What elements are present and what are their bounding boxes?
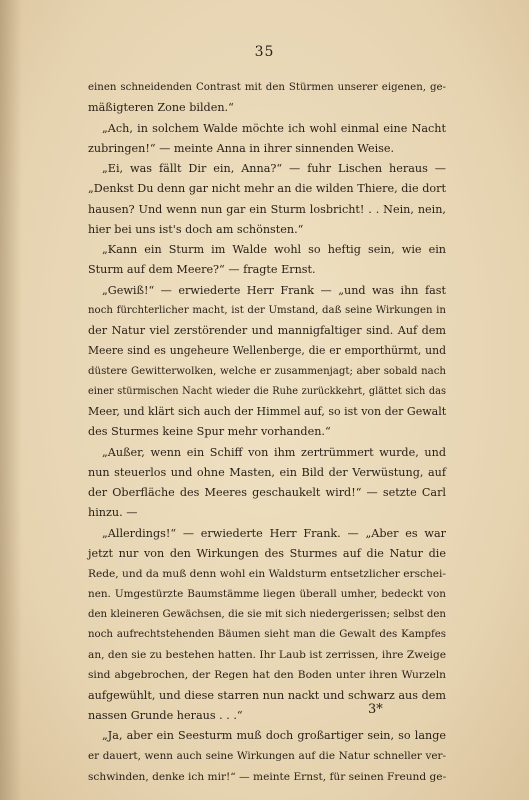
text-line: an, den sie zu bestehen hatten. Ihr Laub ist zerrissen, ihre Zweige	[88, 649, 446, 661]
text-line: noch aufrechtstehenden Bäumen sieht man die Gewalt des Kampfes	[88, 628, 446, 640]
text-line: „Allerdings!“ — erwiederte Herr Frank. — „Aber es war	[102, 526, 446, 540]
text-line: Meere sind es ungeheure Wellenberge, die er emporthürmt, und	[88, 344, 446, 358]
text-line: „Ei, was fällt Dir ein, Anna?“ — fuhr Lischen heraus —	[102, 162, 446, 175]
text-line: noch fürchterlicher macht, ist der Umstand, daß seine Wirkungen in	[88, 304, 446, 316]
text-line: der Natur viel zerstörender und mannigfaltiger sind. Auf dem	[88, 324, 446, 337]
text-line: einer stürmischen Nacht wieder die Ruhe zurückkehrt, glättet sich das	[88, 385, 446, 397]
text-line: „Gewiß!“ — erwiederte Herr Frank — „und was ihn fast	[102, 283, 446, 297]
text-line: aufgewühlt, und diese starren nun nackt und schwarz aus dem	[88, 688, 446, 702]
text-line: schwinden, denke ich mir!“ — meinte Ernst, für seinen Freund ge-	[88, 770, 447, 783]
text-line: sind abgebrochen, der Regen hat den Boden unter ihren Wurzeln	[88, 669, 446, 682]
text-line: hier bei uns ist's doch am schönsten.“	[88, 222, 304, 236]
text-line: „Kann ein Sturm im Walde wohl so heftig sein, wie ein	[102, 243, 446, 256]
page-number: 35	[254, 44, 275, 60]
text-line: Meer, und klärt sich auch der Himmel auf, so ist von der Gewalt	[88, 405, 447, 418]
text-line: zubringen!“ — meinte Anna in ihrer sinnenden Weise.	[88, 141, 395, 155]
signature-mark: 3*	[368, 702, 383, 717]
text-line: „Denkst Du denn gar nicht mehr an die wilden Thiere, die dort	[88, 182, 446, 196]
text-line: des Sturmes keine Spur mehr vorhanden.“	[88, 425, 331, 439]
text-line: nen. Umgestürzte Baumstämme liegen überall umher, bedeckt von	[88, 588, 446, 601]
text-line: düstere Gewitterwolken, welche er zusammenjagt; aber sobald nach	[88, 365, 446, 377]
text-line: den kleineren Gewächsen, die sie mit sich niedergerissen; selbst den	[88, 608, 446, 620]
text-line: hausen? Und wenn nun gar ein Sturm losbricht! . . Nein, nein,	[88, 202, 446, 216]
text-line: mäßigteren Zone bilden.“	[88, 101, 234, 115]
body-text	[88, 78, 446, 787]
text-line: einen schneidenden Contrast mit den Stürmen unserer eigenen, ge-	[88, 82, 446, 93]
page-spine-shadow	[0, 0, 22, 800]
text-line: „Ja, aber ein Seesturm muß doch großartiger sein, so lange	[102, 729, 446, 742]
text-line: jetzt nur von den Wirkungen des Sturmes auf die Natur die	[88, 546, 446, 560]
text-line: nun steuerlos und ohne Masten, ein Bild der Verwüstung, auf	[88, 465, 446, 479]
text-line: nassen Grunde heraus . . .“	[88, 708, 243, 722]
text-line: Rede, und da muß denn wohl ein Waldsturm entsetzlicher erschei-	[88, 568, 446, 580]
text-line: „Außer, wenn ein Schiff von ihm zertrümmert wurde, und	[102, 445, 446, 459]
text-line: Sturm auf dem Meere?“ — fragte Ernst.	[88, 263, 316, 277]
text-line: „Ach, in solchem Walde möchte ich wohl einmal eine Nacht	[102, 121, 446, 135]
text-line: hinzu. —	[88, 506, 138, 520]
text-line: der Oberfläche des Meeres geschaukelt wird!“ — setzte Carl	[88, 486, 446, 499]
text-line: er dauert, wenn auch seine Wirkungen auf die Natur schneller ver-	[88, 750, 446, 763]
